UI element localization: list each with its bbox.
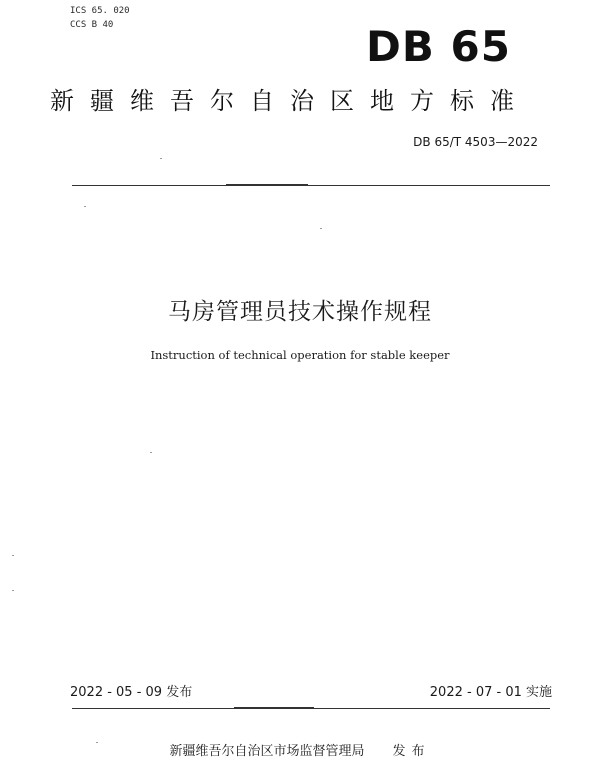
top-divider xyxy=(72,185,550,186)
publisher-line xyxy=(0,743,600,761)
document-title-english: Instruction of technical operation for stable keeper xyxy=(150,348,450,362)
scan-speck xyxy=(96,742,98,743)
scan-speck xyxy=(160,158,162,159)
scan-speck xyxy=(150,452,152,453)
classification-codes xyxy=(70,4,130,32)
scan-speck xyxy=(320,228,322,229)
effective-date: 2022 - 07 - 01 实施 xyxy=(429,685,552,700)
scan-speck xyxy=(84,206,86,207)
standard-number: DB 65/T 4503—2022 xyxy=(413,135,538,149)
document-title-chinese: 马房管理员技术操作规程 xyxy=(168,299,432,325)
bottom-divider-accent xyxy=(234,707,314,709)
ccs-code: CCS B 40 xyxy=(70,20,114,30)
db65-logo: DB 65 xyxy=(366,22,511,71)
ics-code: ICS 65. 020 xyxy=(70,6,130,16)
scan-speck xyxy=(12,590,14,591)
publish-action: 发布 xyxy=(392,744,431,759)
scan-speck xyxy=(12,555,14,556)
publisher-name: 新疆维吾尔自治区市场监督管理局 xyxy=(169,744,365,759)
top-divider-accent xyxy=(226,184,308,186)
standard-category-title: 新疆维吾尔自治区地方标准 xyxy=(50,87,530,115)
issue-date: 2022 - 05 - 09 发布 xyxy=(70,685,193,700)
